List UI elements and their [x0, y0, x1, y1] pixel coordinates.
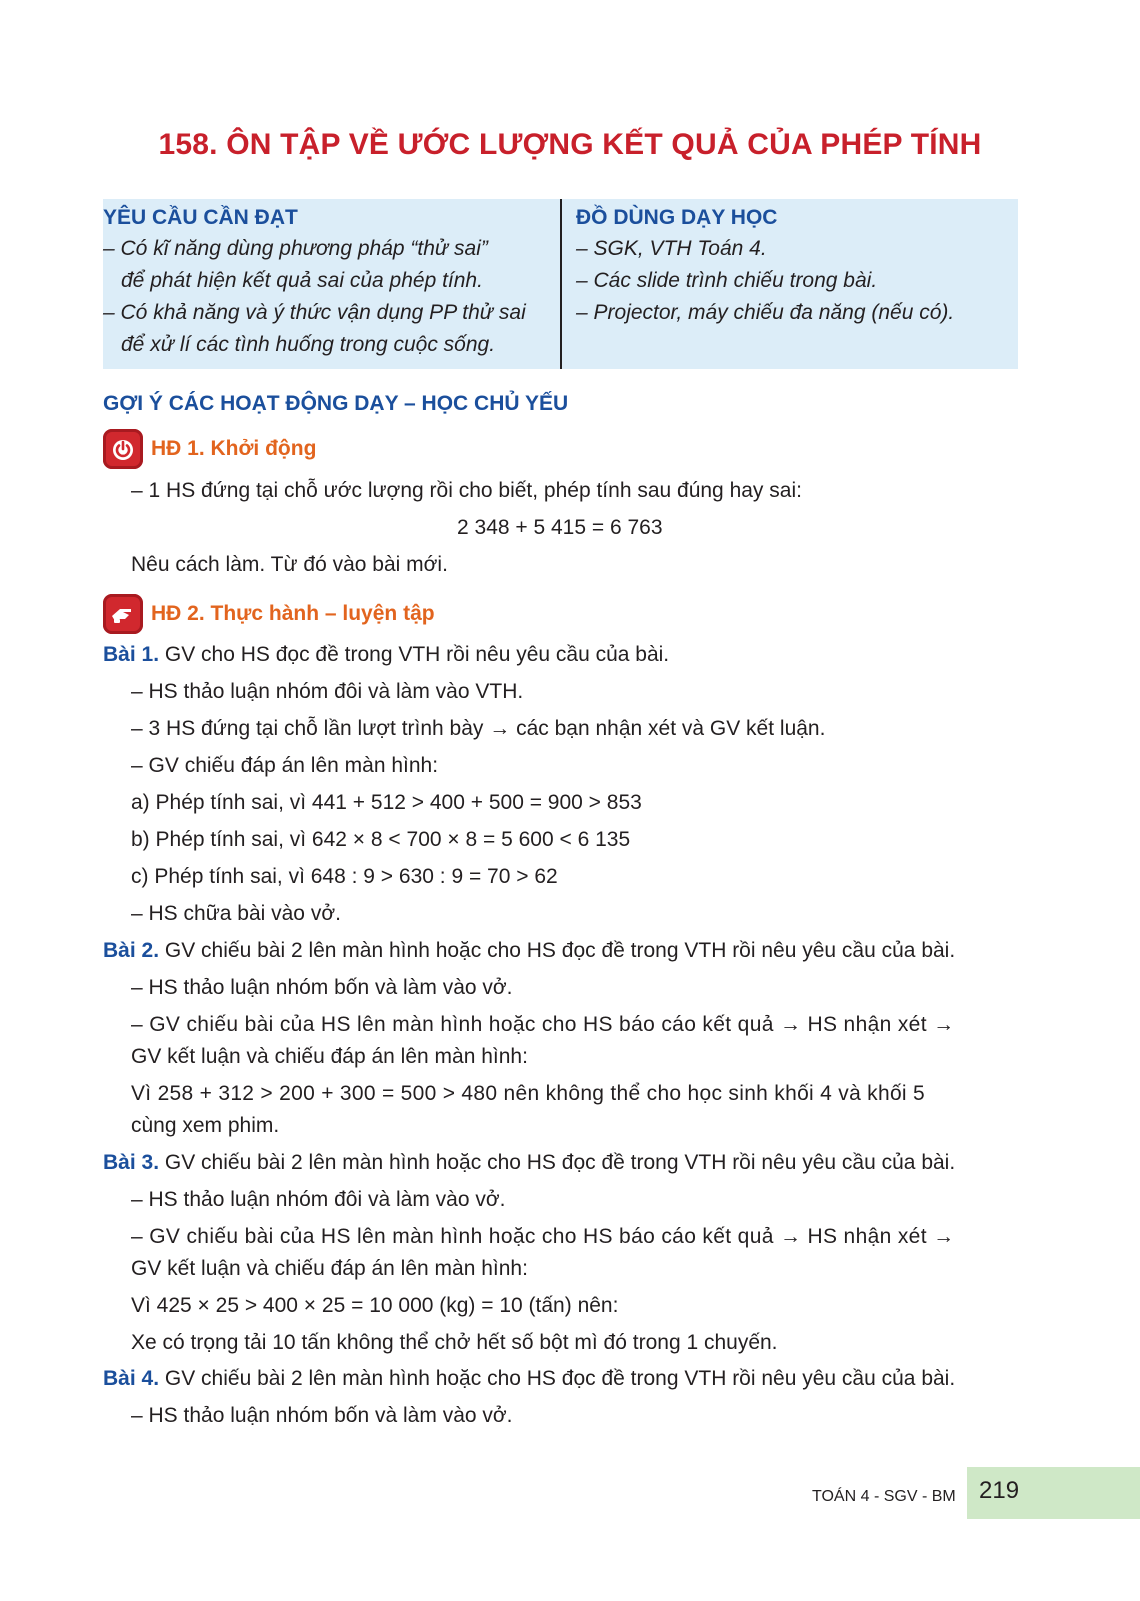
page-number: 219 [979, 1477, 1020, 1504]
exercise-2 [103, 939, 955, 963]
requirement-item [103, 297, 548, 361]
book-name: TOÁN 4 - SGV - BM [812, 1488, 956, 1505]
exercise-4 [103, 1367, 955, 1391]
exercise-step: GV kết luận và chiếu đáp án lên màn hình: [131, 1257, 528, 1280]
exercise-intro: GV cho HS đọc đề trong VTH rồi nêu yêu cầu của bài. [159, 643, 670, 666]
materials-column [562, 199, 954, 369]
hd2-title: HĐ 2. Thực hành – luyện tập [151, 602, 435, 625]
hd2-header [103, 594, 435, 634]
material-item: – SGK, VTH Toán 4. [576, 237, 767, 260]
exercise-label: Bài 1. [103, 643, 160, 666]
activities-heading: GỢI Ý CÁC HOẠT ĐỘNG DẠY – HỌC CHỦ YẾU [103, 392, 569, 415]
exercise-answer: cùng xem phim. [131, 1114, 280, 1137]
hd1-instruction: – 1 HS đứng tại chỗ ước lượng rồi cho biết, phép tính sau đúng hay sai: [131, 479, 802, 502]
exercise-step: – HS thảo luận nhóm đôi và làm vào VTH. [131, 680, 524, 703]
hand-icon [103, 594, 143, 634]
requirement-text: – Có kĩ năng dùng phương pháp “thử sai” [103, 237, 488, 260]
exercise-label: Bài 2. [103, 939, 160, 962]
requirement-text: để xử lí các tình huống trong cuộc sống. [121, 333, 496, 356]
objectives-box [103, 199, 1018, 369]
exercise-1 [103, 643, 669, 667]
hd1-equation: 2 348 + 5 415 = 6 763 [457, 516, 663, 539]
exercise-intro: GV chiếu bài 2 lên màn hình hoặc cho HS đọc đề trong VTH rồi nêu yêu cầu của bài. [159, 1151, 956, 1174]
material-item: – Projector, máy chiếu đa năng (nếu có). [576, 301, 955, 324]
exercise-3 [103, 1151, 955, 1175]
exercise-intro: GV chiếu bài 2 lên màn hình hoặc cho HS đọc đề trong VTH rồi nêu yêu cầu của bài. [159, 1367, 956, 1390]
answer-b: b) Phép tính sai, vì 642 × 8 < 700 × 8 = 5 600 < 6 135 [131, 828, 631, 851]
exercise-step: – HS thảo luận nhóm bốn và làm vào vở. [131, 976, 513, 999]
exercise-label: Bài 4. [103, 1367, 160, 1390]
power-icon [103, 429, 143, 469]
requirement-text: – Có khả năng và ý thức vận dụng PP thử sai [103, 301, 526, 324]
exercise-label: Bài 3. [103, 1151, 160, 1174]
hd1-header [103, 429, 316, 469]
answer-a: a) Phép tính sai, vì 441 + 512 > 400 + 500 = 900 > 853 [131, 791, 642, 814]
exercise-step: – GV chiếu đáp án lên màn hình: [131, 754, 439, 777]
material-item: – Các slide trình chiếu trong bài. [576, 269, 878, 292]
exercise-step: – HS thảo luận nhóm đôi và làm vào vở. [131, 1188, 506, 1211]
exercise-intro: GV chiếu bài 2 lên màn hình hoặc cho HS đọc đề trong VTH rồi nêu yêu cầu của bài. [159, 939, 956, 962]
hd1-title: HĐ 1. Khởi động [151, 437, 317, 460]
requirements-heading: YÊU CẦU CẦN ĐẠT [103, 206, 298, 229]
requirements-column [103, 199, 562, 369]
exercise-step: – 3 HS đứng tại chỗ lần lượt trình bày → các bạn nhận xét và GV kết luận. [131, 717, 826, 740]
requirement-item [103, 233, 548, 297]
answer-c: c) Phép tính sai, vì 648 : 9 > 630 : 9 = 70 > 62 [131, 865, 558, 888]
exercise-step: – HS thảo luận nhóm bốn và làm vào vở. [131, 1404, 513, 1427]
requirement-text: để phát hiện kết quả sai của phép tính. [121, 269, 483, 292]
exercise-answer: Xe có trọng tải 10 tấn không thể chở hết số bột mì đó trong 1 chuyến. [131, 1331, 778, 1354]
exercise-step: – HS chữa bài vào vở. [131, 902, 341, 925]
exercise-step: – GV chiếu bài của HS lên màn hình hoặc cho HS báo cáo kết quả → HS nhận xét → [131, 1013, 955, 1036]
exercise-answer: Vì 425 × 25 > 400 × 25 = 10 000 (kg) = 10 (tấn) nên: [131, 1294, 619, 1317]
exercise-step: GV kết luận và chiếu đáp án lên màn hình: [131, 1045, 528, 1068]
hd1-note: Nêu cách làm. Từ đó vào bài mới. [131, 553, 448, 576]
page-title: 158. ÔN TẬP VỀ ƯỚC LƯỢNG KẾT QUẢ CỦA PHÉP TÍNH [158, 128, 982, 161]
exercise-answer: Vì 258 + 312 > 200 + 300 = 500 > 480 nên không thể cho học sinh khối 4 và khối 5 [131, 1082, 926, 1105]
materials-heading: ĐỒ DÙNG DẠY HỌC [576, 206, 778, 229]
exercise-step: – GV chiếu bài của HS lên màn hình hoặc cho HS báo cáo kết quả → HS nhận xét → [131, 1225, 955, 1248]
